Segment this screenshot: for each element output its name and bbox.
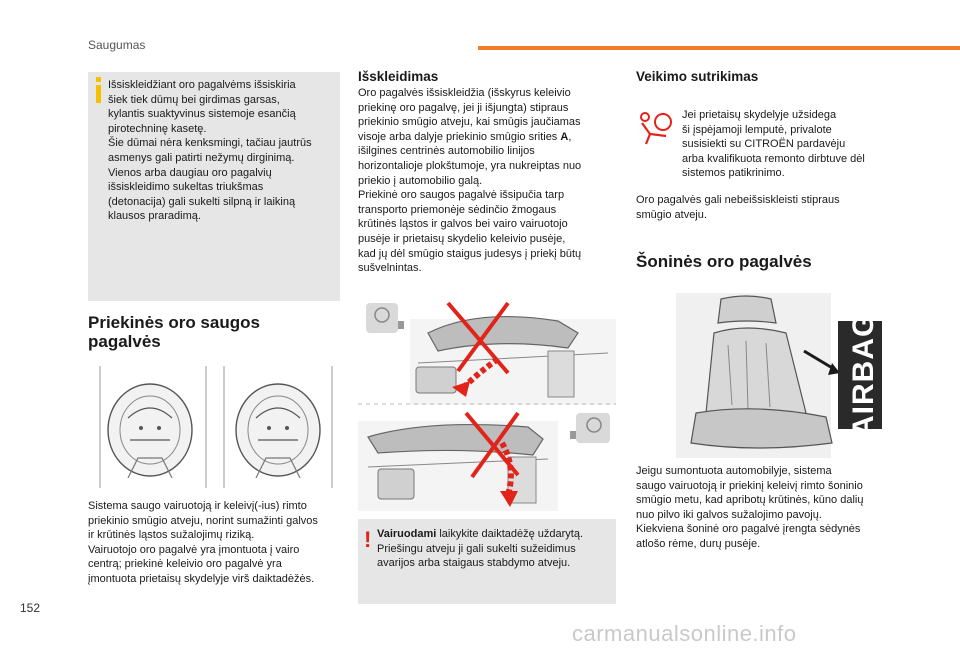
section-header: Saugumas <box>88 38 146 52</box>
side-airbags-text: Jeigu sumontuota automobilyje, sistema saugo vairuotoją ir priekinį keleivį rimto šoninio smūgio metu, kad apribotų krūtinės, kūno dalių nuo pilvo iki galvos sužalojimo pavojų. Kiekviena šoninė oro pagalvė įrengta sėdynės atlošo rėme, durų pusėje. <box>636 465 864 550</box>
deployment-text <box>358 86 620 276</box>
front-airbags-text: Sistema saugo vairuotoją ir keleivį(-ius) rimto priekinio smūgio atveju, norint sumažinti galvos ir krūtinės ląstos sužalojimų riziką. Vairuotojo oro pagalvė yra įmontuota į vairo centrą; priekinė keleivio oro pagalvė yra įmontuota prietaisų skydelyje virš daiktadėžės. <box>88 500 318 585</box>
malfunction-text-1: Jei prietaisų skydelyje užsidega ši įspėjamoji lemputė, privalote susisiekti su CITROËN pardavėju arba kvalifikuota remonto dirbtuve dėl sistemos patikrinimo. <box>682 109 865 180</box>
dashboard-deployment-bottom <box>358 407 616 515</box>
warning-text <box>377 527 607 571</box>
warning-exclamation-icon: ! <box>364 527 372 552</box>
warning-text-bold: Vairuodami <box>377 528 437 540</box>
airbag-label: AIRBAG <box>847 312 880 437</box>
page-number: 152 <box>20 601 41 615</box>
deployment-text-part-1: Oro pagalvės išsiskleidžia (išskyrus keleivio priekinę oro pagalvę, jei ji išjungta) stipraus priekinio smūgio atveju, kai smūgis jaučiamas visoje arba dalyje priekinio smūgio srities <box>358 87 581 143</box>
info-mark-icon <box>93 77 105 103</box>
header-accent-rule <box>478 46 960 50</box>
airbag-warning-light-icon <box>636 110 676 146</box>
watermark: carmanualsonline.info <box>572 621 797 646</box>
malfunction-text-2: Oro pagalvės gali nebeišsiskleisti stipraus smūgio atveju. <box>636 194 840 221</box>
impact-zone-label: A <box>560 130 569 143</box>
front-airbags-illustration <box>88 358 340 493</box>
deployment-text-part-2: , išilgines centrinės automobilio linijos horizontalioje plokštumoje, yra nukreiptas nuo priekio į automobilio galą. Priekinė oro saugos pagalvė išsipučia tarp transporto priemonėje sėdinčio žmogaus krūtinės ląstos ir galvos bei vairo vairuotojo pusėje ir prietaisų skydelio keleivio pusėje, kad jų dėl smūgio staigus judesys į priekį būtų sušvelnintas. <box>358 130 582 275</box>
side-airbags-title: Šoninės oro pagalvės <box>636 252 812 271</box>
info-box <box>88 72 340 301</box>
dashboard-deployment-top <box>358 293 616 405</box>
warning-text-body: laikykite daiktadėžę uždarytą. Priešingu atveju ji gali sukelti sužeidimus avarijos arba staigaus stabdymo atveju. <box>377 528 584 570</box>
front-airbags-title: Priekinės oro saugos pagalvės <box>88 313 260 351</box>
deployment-title: Išskleidimas <box>358 69 439 84</box>
malfunction-title: Veikimo sutrikimas <box>636 69 759 84</box>
info-box-text: Išsiskleidžiant oro pagalvėms išsiskiria šiek tiek dūmų bei girdimas garsas, kylantis suaktyvinus sistemoje esančią pirotechninę kasetę. Šie dūmai nėra kenksmingi, tačiau jautrūs asmenys gali patirti nežymų dirginimą. Vienos arba daugiau oro pagalvių išsiskleidimo sukeltas triukšmas (detonacija) gali sukelti silpną ir laikiną klausos praradimą. <box>108 79 312 223</box>
warning-box <box>358 519 616 604</box>
